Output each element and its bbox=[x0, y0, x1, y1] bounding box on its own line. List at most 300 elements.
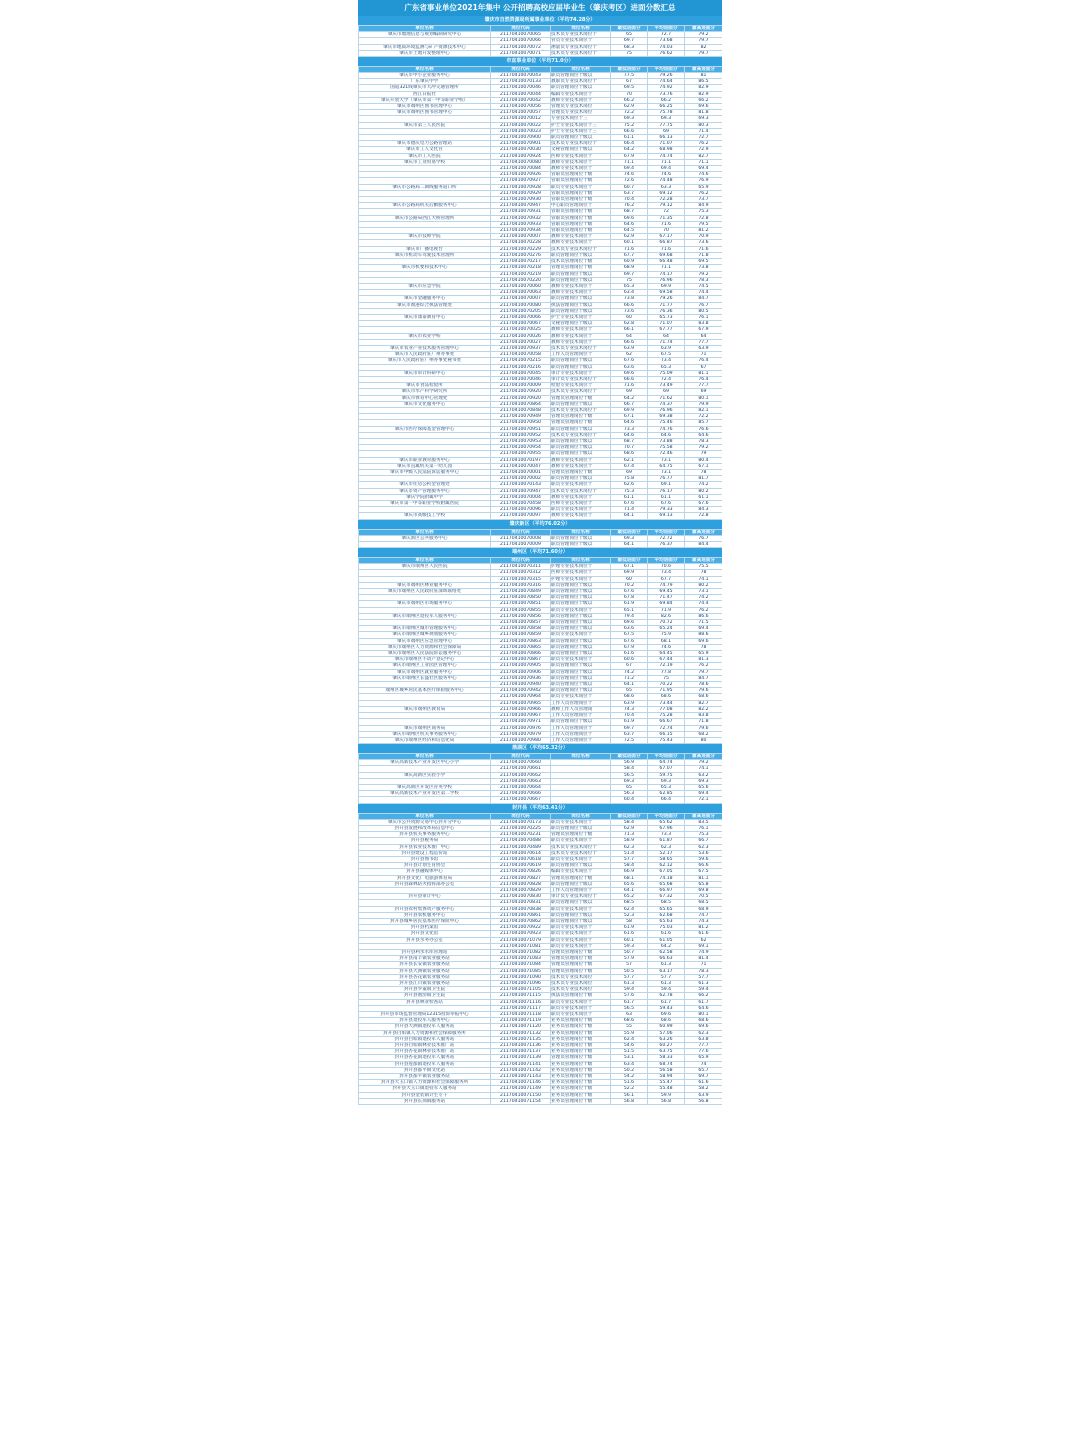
max-score-cell: 79.7 bbox=[685, 50, 723, 56]
position-name-cell: 技术员专业技术岗位十 bbox=[551, 345, 611, 351]
unit-name-cell: 封开县农业技术推广中心 bbox=[359, 844, 491, 850]
min-score-cell: 75.3 bbox=[611, 488, 648, 494]
avg-score-cell: 82.6 bbox=[648, 613, 685, 619]
min-score-cell: 69.6 bbox=[611, 620, 648, 626]
sections-container bbox=[358, 16, 722, 1105]
position-name-cell: 工作人员管理岗位十 bbox=[551, 725, 611, 731]
avg-score-cell: 58.65 bbox=[648, 856, 685, 862]
unit-name-cell: 封开县罗董镇卫生院 bbox=[359, 987, 491, 993]
min-score-cell: 69.3 bbox=[611, 535, 648, 541]
section-table bbox=[358, 557, 722, 744]
position-code-cell: 21170410070866 bbox=[491, 651, 551, 657]
position-name-cell: 职员管理岗位十级以 bbox=[551, 918, 611, 924]
max-score-cell: 74.2 bbox=[685, 482, 723, 488]
unit-name-cell: 封开县机关事务服务中心 bbox=[359, 832, 491, 838]
avg-score-cell: 76.77 bbox=[648, 476, 685, 482]
table-row bbox=[359, 869, 723, 875]
min-score-cell: 74.3 bbox=[611, 706, 648, 712]
position-code-cell: 21170410070663 bbox=[491, 778, 551, 784]
position-code-cell: 21170410070934 bbox=[491, 228, 551, 234]
avg-score-cell: 73.3 bbox=[648, 832, 685, 838]
position-code-cell: 21170410070851 bbox=[491, 601, 551, 607]
table-row bbox=[359, 32, 723, 38]
column-header: 平均进面分 bbox=[648, 754, 685, 760]
avg-score-cell: 66.48 bbox=[648, 259, 685, 265]
position-code-cell: 21170410070045 bbox=[491, 370, 551, 376]
min-score-cell: 68.7 bbox=[611, 209, 648, 215]
unit-name-cell: 肇庆市渔港综合执法管理处 bbox=[359, 302, 491, 308]
min-score-cell: 71.6 bbox=[611, 246, 648, 252]
max-score-cell: 71 bbox=[685, 352, 723, 358]
table-row bbox=[359, 675, 723, 681]
table-row bbox=[359, 974, 723, 980]
position-code-cell: 21170410070228 bbox=[491, 240, 551, 246]
avg-score-cell: 76.37 bbox=[648, 541, 685, 547]
avg-score-cell: 71.1 bbox=[648, 159, 685, 165]
position-code-cell: 21170410070058 bbox=[491, 352, 551, 358]
max-score-cell: 79.2 bbox=[685, 32, 723, 38]
avg-score-cell: 65.63 bbox=[648, 918, 685, 924]
section-title: 肇庆市自然资源局所属事业单位（平均74.28分） bbox=[358, 16, 722, 25]
position-name-cell: 职员管理岗位十级以 bbox=[551, 582, 611, 588]
unit-name-cell: 封开县农村集体资产服务中心 bbox=[359, 906, 491, 912]
unit-name-cell: 肇庆市地理信息与规划编制研究中心 bbox=[359, 32, 491, 38]
max-score-cell: 74.6 bbox=[685, 172, 723, 178]
table-row bbox=[359, 1061, 723, 1067]
avg-score-cell: 69.6 bbox=[648, 1012, 685, 1018]
max-score-cell: 75.5 bbox=[685, 564, 723, 570]
position-name-cell: 业务员管理岗位十级 bbox=[551, 1092, 611, 1098]
position-name-cell: 管职员管理岗位十级 bbox=[551, 209, 611, 215]
position-code-cell: 21170410071150 bbox=[491, 1092, 551, 1098]
avg-score-cell: 77.75 bbox=[648, 122, 685, 128]
position-code-cell: 21170410070044 bbox=[491, 91, 551, 97]
avg-score-cell: 63.9 bbox=[648, 345, 685, 351]
max-score-cell: 84.3 bbox=[685, 507, 723, 513]
position-code-cell: 21170410070923 bbox=[491, 931, 551, 937]
unit-name-cell: 肇庆市应急学院 bbox=[359, 283, 491, 289]
table-row bbox=[359, 501, 723, 507]
position-name-cell: 护理专业技术岗位十 bbox=[551, 564, 611, 570]
min-score-cell: 70 bbox=[611, 91, 648, 97]
max-score-cell: 59.6 bbox=[685, 856, 723, 862]
avg-score-cell: 72.72 bbox=[648, 535, 685, 541]
avg-score-cell: 74.17 bbox=[648, 271, 685, 277]
max-score-cell: 79.2 bbox=[685, 445, 723, 451]
avg-score-cell: 67.17 bbox=[648, 234, 685, 240]
avg-score-cell: 67.32 bbox=[648, 894, 685, 900]
position-code-cell: 21170410071118 bbox=[491, 1012, 551, 1018]
position-name-cell: 管理员管理岗位十级 bbox=[551, 420, 611, 426]
min-score-cell: 75 bbox=[611, 277, 648, 283]
position-code-cell: 21170410070900 bbox=[491, 135, 551, 141]
max-score-cell: 78.3 bbox=[685, 277, 723, 283]
unit-name-cell: 封开县杏花镇农业服务站 bbox=[359, 974, 491, 980]
column-header: 单位名称 bbox=[359, 813, 491, 819]
table-row bbox=[359, 1030, 723, 1036]
position-name-cell: 审计员专业技术岗位十 bbox=[551, 376, 611, 382]
unit-name-cell: 肇庆高新技术产业开发区第二学校 bbox=[359, 791, 491, 797]
column-header: 平均进面分 bbox=[648, 813, 685, 819]
avg-score-cell: 69.68 bbox=[648, 252, 685, 258]
min-score-cell: 67.6 bbox=[611, 638, 648, 644]
column-header: 单位名称 bbox=[359, 558, 491, 564]
position-name-cell: 管员专业技术岗位十 bbox=[551, 38, 611, 44]
avg-score-cell: 75.58 bbox=[648, 445, 685, 451]
position-code-cell: 21170410070949 bbox=[491, 414, 551, 420]
avg-score-cell: 73.68 bbox=[648, 38, 685, 44]
unit-name-cell: 肇庆市端州区人民政府驻深圳联络处 bbox=[359, 589, 491, 595]
min-score-cell: 57 bbox=[611, 962, 648, 968]
unit-name-cell: 肇庆市端州区机关事务服务中心 bbox=[359, 731, 491, 737]
position-code-cell: 21170410070980 bbox=[491, 737, 551, 743]
position-code-cell: 21170410070063 bbox=[491, 290, 551, 296]
max-score-cell: 88.6 bbox=[685, 632, 723, 638]
min-score-cell: 71.2 bbox=[611, 675, 648, 681]
min-score-cell: 68.5 bbox=[611, 900, 648, 906]
table-row bbox=[359, 925, 723, 931]
max-score-cell: 69.1 bbox=[685, 943, 723, 949]
avg-score-cell: 66.87 bbox=[648, 240, 685, 246]
min-score-cell: 61.6 bbox=[611, 931, 648, 937]
min-score-cell: 61.3 bbox=[611, 981, 648, 987]
table-row bbox=[359, 638, 723, 644]
table-row bbox=[359, 203, 723, 209]
position-name-cell: 编辑专业技术岗位十 bbox=[551, 869, 611, 875]
avg-score-cell: 73.1 bbox=[648, 470, 685, 476]
table-row bbox=[359, 91, 723, 97]
unit-name-cell: 肇庆市端州区人民医院 bbox=[359, 564, 491, 570]
avg-score-cell: 75.09 bbox=[648, 370, 685, 376]
unit-name-cell: 肇庆市土地开发整理中心 bbox=[359, 50, 491, 56]
min-score-cell: 62.9 bbox=[611, 825, 648, 831]
avg-score-cell: 65.3 bbox=[648, 364, 685, 370]
max-score-cell: 75.3 bbox=[685, 832, 723, 838]
position-name-cell: 职员管理岗位十级以 bbox=[551, 651, 611, 657]
position-name-cell: 专业技术岗位十三 bbox=[551, 116, 611, 122]
avg-score-cell: 61.05 bbox=[648, 937, 685, 943]
unit-name-cell: 端州区城乡居民基本医疗保险服务中心 bbox=[359, 688, 491, 694]
table-row bbox=[359, 791, 723, 797]
avg-score-cell: 77.8 bbox=[648, 669, 685, 675]
min-score-cell: 75.2 bbox=[611, 122, 648, 128]
max-score-cell: 68.2 bbox=[685, 731, 723, 737]
min-score-cell: 66.4 bbox=[611, 141, 648, 147]
position-code-cell: 21170410070215 bbox=[491, 358, 551, 364]
column-header: 最高进面分 bbox=[685, 558, 723, 564]
min-score-cell: 69.6 bbox=[611, 215, 648, 221]
position-code-cell: 21170410070173 bbox=[491, 819, 551, 825]
table-row bbox=[359, 352, 723, 358]
min-score-cell: 68.3 bbox=[611, 44, 648, 50]
position-code-cell: 21170410071135 bbox=[491, 1036, 551, 1042]
column-header: 单位名称 bbox=[359, 25, 491, 31]
min-score-cell: 55.9 bbox=[611, 1030, 648, 1036]
max-score-cell: 82.1 bbox=[685, 407, 723, 413]
unit-name-cell: 肇庆市端州区长盛社区服务中心 bbox=[359, 675, 491, 681]
position-name-cell: 职员管理岗位十级以 bbox=[551, 541, 611, 547]
max-score-cell: 74.5 bbox=[685, 283, 723, 289]
min-score-cell: 64.6 bbox=[611, 432, 648, 438]
unit-name-cell: 肇庆市端州区教育局 bbox=[359, 706, 491, 712]
position-code-cell: 21170410071154 bbox=[491, 1098, 551, 1104]
position-code-cell: 21170410070967 bbox=[491, 713, 551, 719]
min-score-cell: 67.4 bbox=[611, 463, 648, 469]
avg-score-cell: 74.92 bbox=[648, 85, 685, 91]
avg-score-cell: 69.3 bbox=[648, 116, 685, 122]
avg-score-cell: 71.77 bbox=[648, 302, 685, 308]
unit-name-cell: 肇庆市技师学院 bbox=[359, 234, 491, 240]
position-name-cell: 职员专业技术岗位十 bbox=[551, 482, 611, 488]
position-code-cell: 21170410070865 bbox=[491, 644, 551, 650]
min-score-cell: 64.6 bbox=[611, 221, 648, 227]
position-name-cell: 职员管理岗位十级以 bbox=[551, 825, 611, 831]
position-code-cell: 21170410070940 bbox=[491, 682, 551, 688]
position-code-cell: 21170410071119 bbox=[491, 1018, 551, 1024]
avg-score-cell: 62.78 bbox=[648, 993, 685, 999]
table-row bbox=[359, 370, 723, 376]
position-name-cell: 管职员管理岗位十级 bbox=[551, 190, 611, 196]
min-score-cell: 62.3 bbox=[611, 844, 648, 850]
avg-score-cell: 69.58 bbox=[648, 290, 685, 296]
table-row bbox=[359, 147, 723, 153]
table-row bbox=[359, 395, 723, 401]
position-name-cell: 医师专业技术岗位十 bbox=[551, 153, 611, 159]
avg-score-cell: 75.46 bbox=[648, 420, 685, 426]
avg-score-cell: 55.47 bbox=[648, 1080, 685, 1086]
max-score-cell: 74.7 bbox=[685, 912, 723, 918]
position-name-cell: 业务员管理岗位十级 bbox=[551, 1074, 611, 1080]
avg-score-cell: 74.48 bbox=[648, 178, 685, 184]
max-score-cell: 65.7 bbox=[685, 1067, 723, 1073]
section-title: 肇庆新区（平均76.02分） bbox=[358, 520, 722, 529]
section-table bbox=[358, 66, 722, 520]
max-score-cell: 79 bbox=[685, 451, 723, 457]
min-score-cell: 79.4 bbox=[611, 613, 648, 619]
avg-score-cell: 66.67 bbox=[648, 719, 685, 725]
avg-score-cell: 69.4 bbox=[648, 166, 685, 172]
max-score-cell: 74.4 bbox=[685, 290, 723, 296]
max-score-cell: 80.1 bbox=[685, 395, 723, 401]
position-code-cell: 21170410070012 bbox=[491, 116, 551, 122]
max-score-cell: 58.2 bbox=[685, 1086, 723, 1092]
position-code-cell: 21170410070080 bbox=[491, 302, 551, 308]
position-name-cell: 业务员管理岗位十级 bbox=[551, 1080, 611, 1086]
min-score-cell: 62.8 bbox=[611, 321, 648, 327]
unit-name-cell: 封开县文化广电旅游体育局 bbox=[359, 875, 491, 881]
position-code-cell: 21170410070920 bbox=[491, 395, 551, 401]
max-score-cell: 71.4 bbox=[685, 128, 723, 134]
avg-score-cell: 62.68 bbox=[648, 912, 685, 918]
min-score-cell: 52.3 bbox=[611, 912, 648, 918]
column-header: 平均进面分 bbox=[648, 25, 685, 31]
position-code-cell: 21170410070905 bbox=[491, 663, 551, 669]
position-name-cell: 文秘管理岗位十级以 bbox=[551, 147, 611, 153]
max-score-cell: 74.1 bbox=[685, 576, 723, 582]
avg-score-cell: 74.03 bbox=[648, 44, 685, 50]
position-code-cell: 21170410070065 bbox=[491, 32, 551, 38]
max-score-cell: 79.6 bbox=[685, 688, 723, 694]
table-row bbox=[359, 314, 723, 320]
min-score-cell: 60.9 bbox=[611, 259, 648, 265]
max-score-cell: 69.4 bbox=[685, 166, 723, 172]
max-score-cell: 71.6 bbox=[685, 246, 723, 252]
avg-score-cell: 63.26 bbox=[648, 1036, 685, 1042]
position-code-cell: 21170410070928 bbox=[491, 184, 551, 190]
min-score-cell: 60.1 bbox=[611, 937, 648, 943]
position-code-cell: 21170410070001 bbox=[491, 470, 551, 476]
unit-name-cell: 肇庆高新区开发区育英学校 bbox=[359, 785, 491, 791]
unit-name-cell: 封开县利水水库管理站 bbox=[359, 949, 491, 955]
avg-score-cell: 64 bbox=[648, 333, 685, 339]
min-score-cell: 71.1 bbox=[611, 159, 648, 165]
table-row bbox=[359, 825, 723, 831]
unit-name-cell: 肇庆市农业产业技术服务管理中心 bbox=[359, 345, 491, 351]
max-score-cell: 76.7 bbox=[685, 535, 723, 541]
avg-score-cell: 76.17 bbox=[648, 488, 685, 494]
table-row bbox=[359, 1043, 723, 1049]
max-score-cell: 69.4 bbox=[685, 626, 723, 632]
position-code-cell: 21170410070219 bbox=[491, 271, 551, 277]
position-name-cell: 技术员专业技术岗位十 bbox=[551, 32, 611, 38]
min-score-cell: 68.6 bbox=[611, 451, 648, 457]
position-code-cell: 21170410070046 bbox=[491, 376, 551, 382]
min-score-cell: 67.1 bbox=[611, 564, 648, 570]
position-name-cell: 职员专业技术岗位十 bbox=[551, 819, 611, 825]
position-code-cell: 21170410070930 bbox=[491, 197, 551, 203]
max-score-cell: 84.4 bbox=[685, 541, 723, 547]
unit-name-cell: 封开县白垢镇林业技术推广站 bbox=[359, 1043, 491, 1049]
position-code-cell: 21170410070231 bbox=[491, 832, 551, 838]
avg-score-cell: 58.94 bbox=[648, 1074, 685, 1080]
position-code-cell: 21170410070864 bbox=[491, 401, 551, 407]
position-name-cell: 职员管理岗位十级以 bbox=[551, 364, 611, 370]
table-row bbox=[359, 797, 723, 803]
table-row bbox=[359, 333, 723, 339]
table-row bbox=[359, 1024, 723, 1030]
table-row bbox=[359, 184, 723, 190]
position-name-cell: 工作人员管理岗位十 bbox=[551, 700, 611, 706]
avg-score-cell: 52.17 bbox=[648, 850, 685, 856]
max-score-cell: 82.7 bbox=[685, 153, 723, 159]
column-header: 最高进面分 bbox=[685, 66, 723, 72]
column-header: 最低进面分 bbox=[611, 66, 648, 72]
min-score-cell: 65.1 bbox=[611, 607, 648, 613]
avg-score-cell: 71.62 bbox=[648, 395, 685, 401]
min-score-cell: 69.7 bbox=[611, 725, 648, 731]
avg-score-cell: 71.74 bbox=[648, 339, 685, 345]
position-name-cell: 教师专业技术岗位十 bbox=[551, 283, 611, 289]
avg-score-cell: 79.33 bbox=[648, 507, 685, 513]
column-header: 单位名称 bbox=[359, 529, 491, 535]
position-code-cell: 21170410071143 bbox=[491, 1074, 551, 1080]
min-score-cell: 53.1 bbox=[611, 1055, 648, 1061]
avg-score-cell: 71.95 bbox=[648, 688, 685, 694]
avg-score-cell: 61.3 bbox=[648, 962, 685, 968]
unit-name-cell: 肇庆市高级技工学校 bbox=[359, 513, 491, 519]
avg-score-cell: 66.2 bbox=[648, 97, 685, 103]
position-name-cell: 技术员专业技术岗位十 bbox=[551, 389, 611, 395]
position-code-cell: 21170410070097 bbox=[491, 513, 551, 519]
max-score-cell: 81.1 bbox=[685, 875, 723, 881]
table-row bbox=[359, 589, 723, 595]
min-score-cell: 54.2 bbox=[611, 1074, 648, 1080]
max-score-cell: 74.1 bbox=[685, 766, 723, 772]
position-code-cell: 21170410070489 bbox=[491, 844, 551, 850]
min-score-cell: 51.5 bbox=[611, 1049, 648, 1055]
column-header: 平均进面分 bbox=[648, 529, 685, 535]
position-code-cell: 21170410070666 bbox=[491, 791, 551, 797]
avg-score-cell: 74.74 bbox=[648, 153, 685, 159]
position-code-cell: 21170410070220 bbox=[491, 277, 551, 283]
max-score-cell: 72.9 bbox=[685, 147, 723, 153]
min-score-cell: 57.6 bbox=[611, 993, 648, 999]
unit-name-cell: 肇庆市直属机关第一幼儿园 bbox=[359, 463, 491, 469]
avg-score-cell: 66.97 bbox=[648, 887, 685, 893]
max-score-cell: 53.6 bbox=[685, 850, 723, 856]
unit-name-cell: 肇庆市端州区工业园区管理中心 bbox=[359, 663, 491, 669]
avg-score-cell: 69 bbox=[648, 389, 685, 395]
table-row bbox=[359, 1098, 723, 1104]
avg-score-cell: 72 bbox=[648, 209, 685, 215]
avg-score-cell: 59.43 bbox=[648, 1005, 685, 1011]
min-score-cell: 69.9 bbox=[611, 407, 648, 413]
table-row bbox=[359, 50, 723, 56]
position-code-cell: 21170410070066 bbox=[491, 314, 551, 320]
unit-name-cell: 肇庆开放大学（肇庆市第一中等职业学校） bbox=[359, 97, 491, 103]
position-code-cell: 21170410070096 bbox=[491, 507, 551, 513]
min-score-cell: 67.7 bbox=[611, 252, 648, 258]
column-header: 岗位代码 bbox=[491, 558, 551, 564]
position-code-cell: 21170410071090 bbox=[491, 974, 551, 980]
position-name-cell: 职员管理岗位十级以 bbox=[551, 85, 611, 91]
table-row bbox=[359, 1036, 723, 1042]
table-row bbox=[359, 956, 723, 962]
table-row bbox=[359, 153, 723, 159]
max-score-cell: 78.3 bbox=[685, 968, 723, 974]
avg-score-cell: 72.7 bbox=[648, 32, 685, 38]
max-score-cell: 66.6 bbox=[685, 863, 723, 869]
position-name-cell: 职员管理岗位十级以 bbox=[551, 675, 611, 681]
min-score-cell: 64.2 bbox=[611, 395, 648, 401]
avg-score-cell: 61.1 bbox=[648, 494, 685, 500]
unit-name-cell: 肇庆市端州区商务局 bbox=[359, 725, 491, 731]
table-row bbox=[359, 688, 723, 694]
avg-score-cell: 79.26 bbox=[648, 73, 685, 79]
position-name-cell: 技术员专业技术岗位十 bbox=[551, 488, 611, 494]
position-name-cell: 职员管理岗位十级以 bbox=[551, 135, 611, 141]
position-code-cell: 21170410070951 bbox=[491, 426, 551, 432]
column-header: 岗位名称 bbox=[551, 66, 611, 72]
position-code-cell: 21170410070955 bbox=[491, 451, 551, 457]
avg-score-cell: 72.74 bbox=[648, 725, 685, 731]
max-score-cell: 56.8 bbox=[685, 1098, 723, 1104]
min-score-cell: 71.6 bbox=[611, 383, 648, 389]
max-score-cell: 80.2 bbox=[685, 582, 723, 588]
avg-score-cell: 67.96 bbox=[648, 825, 685, 831]
unit-name-cell: 封开县审计中心 bbox=[359, 894, 491, 900]
unit-name-cell: 封开县大玉口镇退役军人服务站 bbox=[359, 1086, 491, 1092]
position-name-cell: 教师专业技术岗位十 bbox=[551, 333, 611, 339]
unit-name-cell: 封开县水务办公室 bbox=[359, 937, 491, 943]
column-header: 岗位代码 bbox=[491, 754, 551, 760]
position-code-cell: 21170410070953 bbox=[491, 438, 551, 444]
max-score-cell: 68.6 bbox=[685, 694, 723, 700]
avg-score-cell: 67.6 bbox=[648, 501, 685, 507]
position-name-cell: 工作人员管理岗位十 bbox=[551, 713, 611, 719]
position-code-cell: 21170410070831 bbox=[491, 900, 551, 906]
max-score-cell: 76.7 bbox=[685, 302, 723, 308]
